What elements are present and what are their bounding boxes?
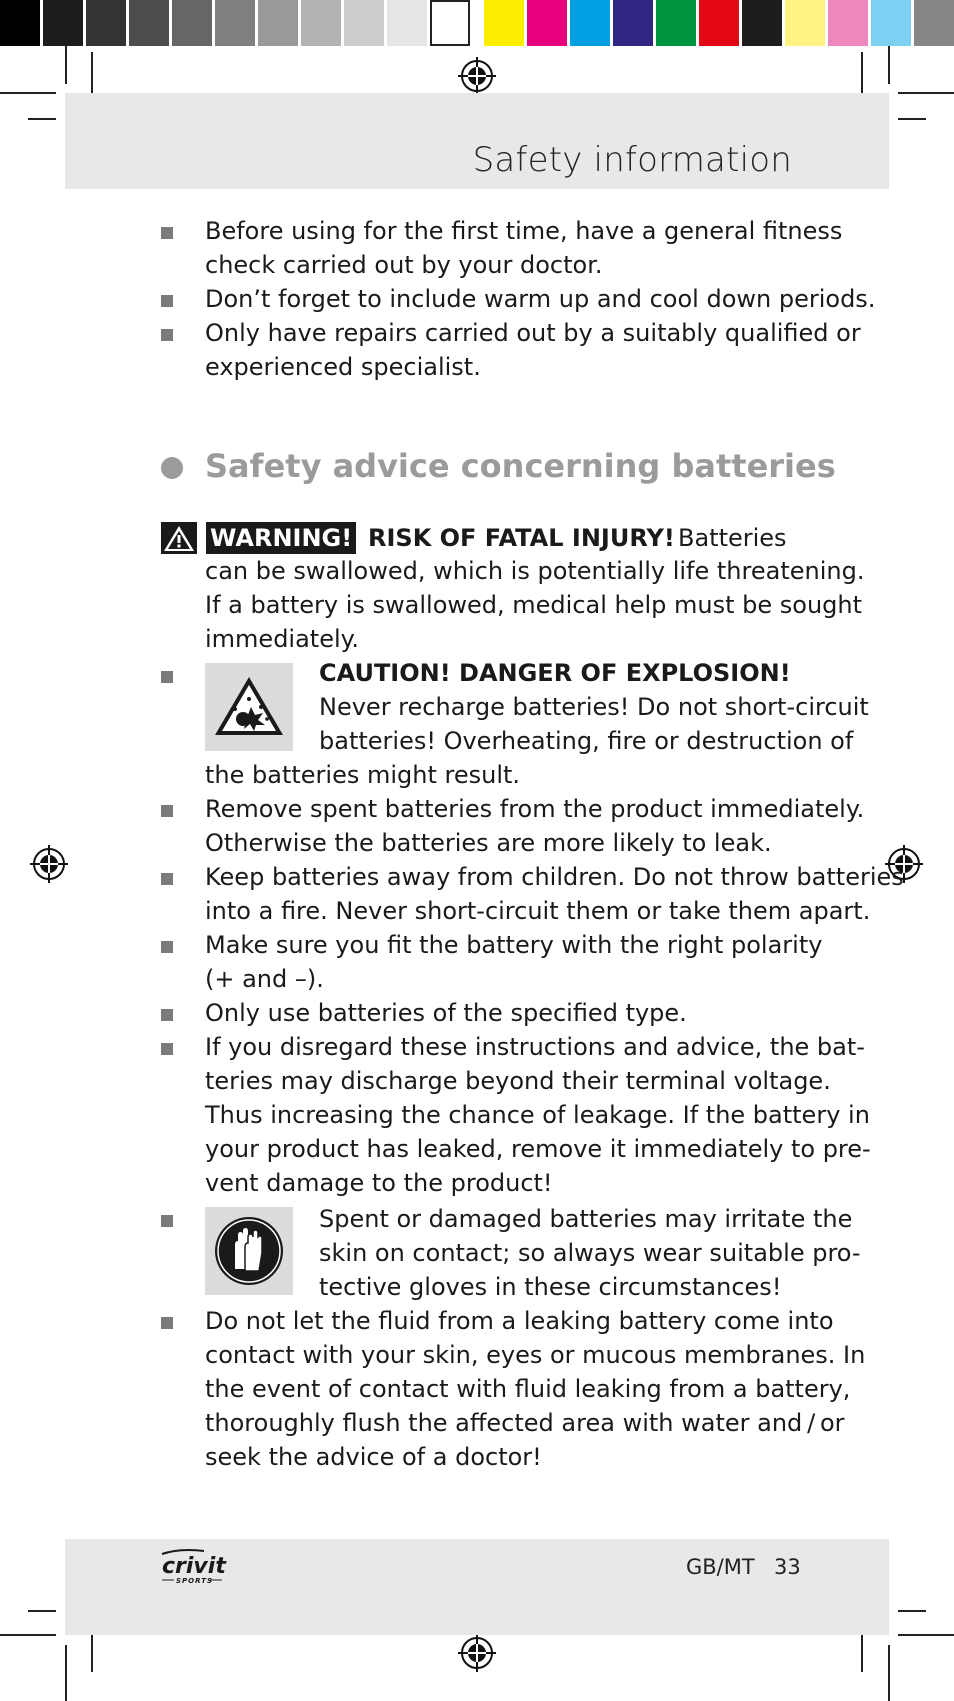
final-bullet-line-2: contact with your skin, eyes or mucous membranes. In	[205, 1341, 866, 1369]
color-calibration-bar	[0, 0, 954, 46]
process-color-swatch	[656, 0, 696, 46]
gloves-text-line-2: skin on contact; so always wear suitable pro-	[319, 1239, 861, 1267]
crop-mark	[0, 92, 56, 94]
protective-gloves-icon	[205, 1207, 293, 1295]
grey-swatch	[43, 0, 83, 46]
warning-text-line-3: If a battery is swallowed, medical help must be sought	[205, 591, 863, 619]
gloves-text-line-3: tective gloves in these circumstances!	[319, 1273, 782, 1301]
intro-bullet-3-line-2: experienced specialist.	[205, 353, 481, 381]
bullet-marker	[161, 873, 173, 885]
grey-swatch	[0, 0, 40, 46]
intro-bullet-1-line-2: check carried out by your doctor.	[205, 251, 603, 279]
process-color-swatch	[699, 0, 739, 46]
battery-bullet-5-line-3: Thus increasing the chance of leakage. If the battery in	[205, 1101, 870, 1129]
grey-swatch	[215, 0, 255, 46]
svg-text:crivit: crivit	[162, 1554, 226, 1579]
explosion-hazard-pictogram	[205, 663, 293, 751]
registration-mark-icon	[458, 57, 496, 95]
registration-mark-icon	[30, 845, 68, 883]
final-bullet-line-5: seek the advice of a doctor!	[205, 1443, 542, 1471]
page-title: Safety information	[472, 140, 792, 180]
grey-swatch	[86, 0, 126, 46]
crop-mark	[888, 1645, 890, 1701]
battery-bullet-3-line-2: (+ and –).	[205, 965, 324, 993]
warning-triangle-icon	[161, 522, 197, 554]
section-heading: Safety advice concerning batteries	[205, 447, 836, 485]
crop-mark	[898, 1634, 954, 1636]
grey-swatch	[344, 0, 384, 46]
intro-bullet-1-line-1: Before using for the first time, have a general fitness	[205, 217, 843, 245]
bullet-marker	[161, 329, 173, 341]
bullet-marker	[161, 1009, 173, 1021]
battery-bullet-3-line-1: Make sure you fit the battery with the right polarity	[205, 931, 823, 959]
process-color-swatch	[742, 0, 782, 46]
grey-swatch	[129, 0, 169, 46]
battery-bullet-4-line-1: Only use batteries of the specified type.	[205, 999, 687, 1027]
intro-bullet-3-line-1: Only have repairs carried out by a suitably qualified or	[205, 319, 861, 347]
protective-gloves-pictogram	[205, 1207, 293, 1295]
battery-bullet-1-line-2: Otherwise the batteries are more likely to leak.	[205, 829, 772, 857]
process-color-swatch	[828, 0, 868, 46]
bullet-marker	[161, 1317, 173, 1329]
process-color-swatch	[871, 0, 911, 46]
grey-swatch	[301, 0, 341, 46]
process-color-swatch	[570, 0, 610, 46]
battery-bullet-5-line-4: your product has leaked, remove it immediately to pre-	[205, 1135, 871, 1163]
bullet-marker	[161, 941, 173, 953]
caution-text-line-3: the batteries might result.	[205, 761, 521, 789]
intro-bullet-2-line-1: Don’t forget to include warm up and cool down periods.	[205, 285, 876, 313]
registration-mark-icon	[458, 1634, 496, 1672]
crop-mark	[888, 46, 890, 84]
battery-bullet-2-line-2: into a fire. Never short-circuit them or take them apart.	[205, 897, 871, 925]
warning-text-line-2: can be swallowed, which is potentially life threatening.	[205, 557, 865, 585]
crop-mark	[28, 1610, 56, 1612]
battery-bullet-5-line-1: If you disregard these instructions and advice, the bat-	[205, 1033, 865, 1061]
final-bullet-line-4: thoroughly flush the affected area with water and / or	[205, 1409, 845, 1437]
final-bullet-line-1: Do not let the fluid from a leaking battery come into	[205, 1307, 834, 1335]
caution-text-line-2: batteries! Overheating, fire or destruction of	[319, 727, 854, 755]
grey-swatch	[387, 0, 427, 46]
crop-mark	[0, 1634, 56, 1636]
risk-label: RISK OF FATAL INJURY!	[368, 524, 675, 552]
process-color-swatch	[484, 0, 524, 46]
crop-mark	[65, 1645, 67, 1701]
battery-bullet-2-line-1: Keep batteries away from children. Do not throw batteries	[205, 863, 904, 891]
bullet-marker	[161, 227, 173, 239]
crop-mark	[898, 1610, 926, 1612]
bullet-marker	[161, 295, 173, 307]
section-bullet-dot	[161, 457, 183, 479]
battery-bullet-5-line-5: vent damage to the product!	[205, 1169, 553, 1197]
crop-mark	[898, 118, 926, 120]
bullet-marker	[161, 671, 173, 683]
battery-bullet-5-line-2: teries may discharge beyond their terminal voltage.	[205, 1067, 831, 1095]
crop-mark	[28, 118, 56, 120]
battery-bullet-1-line-1: Remove spent batteries from the product immediately.	[205, 795, 865, 823]
process-color-swatch	[613, 0, 653, 46]
crop-mark	[898, 92, 954, 94]
grey-swatch	[172, 0, 212, 46]
warning-label: WARNING!	[206, 522, 356, 554]
bullet-marker	[161, 1043, 173, 1055]
warning-text-line-4: immediately.	[205, 625, 360, 653]
process-color-swatch	[914, 0, 954, 46]
footer-page-number: 33	[774, 1555, 801, 1579]
grey-swatch	[258, 0, 298, 46]
caution-text-line-1: Never recharge batteries! Do not short-circuit	[319, 693, 869, 721]
crivit-sports-logo	[160, 1548, 230, 1588]
crop-mark	[65, 46, 67, 84]
final-bullet-line-3: the event of contact with fluid leaking from a battery,	[205, 1375, 851, 1403]
bullet-marker	[161, 805, 173, 817]
process-color-swatch	[785, 0, 825, 46]
warning-text-line-1-tail: Batteries	[678, 524, 787, 552]
footer-locale: GB/MT	[686, 1555, 755, 1579]
bullet-marker	[161, 1215, 173, 1227]
explosion-hazard-icon	[205, 663, 293, 751]
svg-text:SPORTS: SPORTS	[176, 1577, 214, 1585]
gloves-text-line-1: Spent or damaged batteries may irritate the	[319, 1205, 853, 1233]
process-color-swatch	[527, 0, 567, 46]
grey-swatch	[430, 0, 470, 46]
caution-heading: CAUTION! DANGER OF EXPLOSION!	[319, 659, 791, 687]
